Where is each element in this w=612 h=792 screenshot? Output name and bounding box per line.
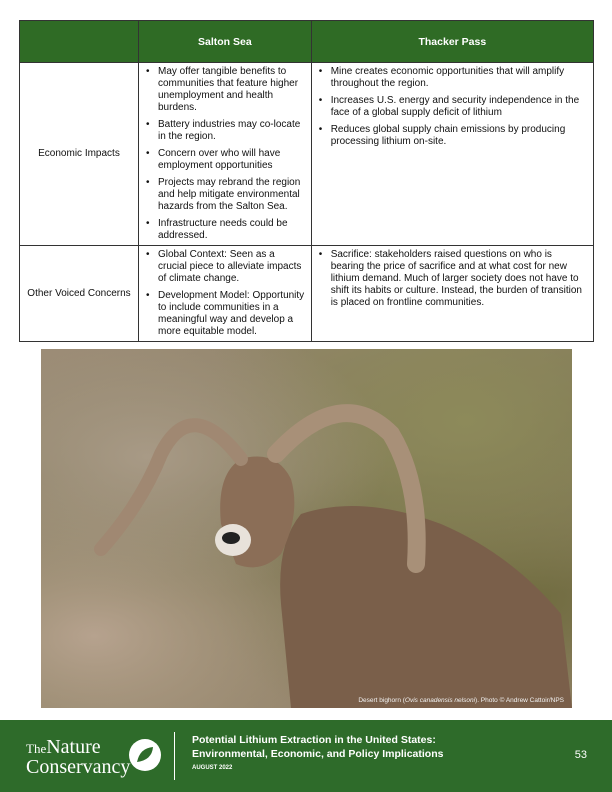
- comparison-table: [19, 20, 594, 342]
- table-row: [20, 246, 594, 342]
- list-item: • Projects may rebrand the region and help mitigate environmental hazards from the Salton Sea.: [145, 177, 305, 213]
- list-item: • Development Model: Opportunity to include communities in a meaningful way and develop a more equitable model.: [145, 290, 305, 338]
- list-item: • Infrastructure needs could be addressed.: [145, 218, 305, 242]
- thacker-cell: [311, 63, 593, 246]
- table-row: [20, 63, 594, 246]
- header-salton-sea: Salton Sea: [139, 21, 312, 63]
- report-title: Potential Lithium Extraction in the United States: Environmental, Economic, and Policy Implications: [192, 734, 444, 760]
- list-item: • Sacrifice: stakeholders raised questions on who is bearing the price of sacrifice and at what cost for new lithium demand. Much of larger society does not have to shift its habits or culture. Instead, the burden of transition is placed on frontline communities.: [318, 249, 587, 309]
- thacker-cell: [311, 246, 593, 342]
- list-item: • Concern over who will have employment opportunities: [145, 148, 305, 172]
- list-item: • Global Context: Seen as a crucial piece to alleviate impacts of climate change.: [145, 249, 305, 285]
- page-content: [19, 20, 594, 708]
- header-blank: [20, 21, 139, 63]
- list-item: • Mine creates economic opportunities that will amplify throughout the region.: [318, 66, 587, 90]
- salton-cell: [139, 63, 312, 246]
- footer-divider: [174, 732, 175, 780]
- footer: [0, 720, 612, 792]
- list-item: • May offer tangible benefits to communities that feature higher unemployment and health burdens.: [145, 66, 305, 114]
- nature-conservancy-logo: TheNature Conservancy: [26, 736, 131, 778]
- list-item: • Increases U.S. energy and security independence in the face of a global supply deficit of lithium: [318, 95, 587, 119]
- header-thacker-pass: Thacker Pass: [311, 21, 593, 63]
- list-item: • Battery industries may co-locate in the region.: [145, 119, 305, 143]
- bighorn-photo: [41, 349, 572, 708]
- table-header-row: [20, 21, 594, 63]
- page-number: 53: [574, 749, 587, 761]
- row-label: Other Voiced Concerns: [20, 246, 139, 342]
- row-label: Economic Impacts: [20, 63, 139, 246]
- salton-cell: [139, 246, 312, 342]
- bighorn-sheep-illustration: [41, 354, 572, 708]
- report-date: AUGUST 2022: [192, 765, 233, 771]
- leaf-globe-icon: [128, 738, 162, 772]
- photo-caption: Desert bighorn (Ovis canadensis nelsoni). Photo © Andrew Cattoir/NPS: [358, 697, 564, 704]
- list-item: • Reduces global supply chain emissions by producing processing lithium on-site.: [318, 124, 587, 148]
